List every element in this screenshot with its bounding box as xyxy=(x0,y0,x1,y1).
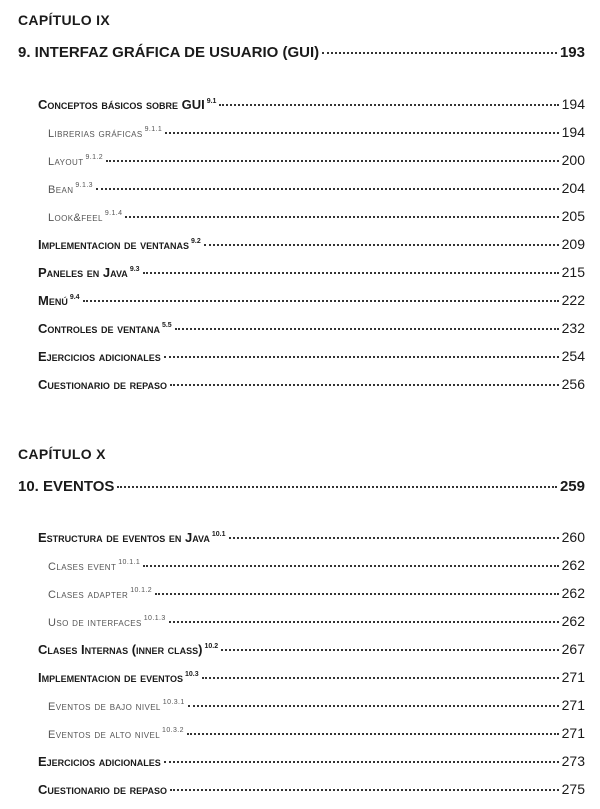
chapter-heading-row[interactable] xyxy=(18,44,585,61)
dot-leader xyxy=(219,104,558,106)
dot-leader xyxy=(322,52,557,54)
page-number: 209 xyxy=(561,236,585,252)
toc-entry-title: Conceptos básicos sobre GUI $^{9.1}$ xyxy=(38,97,217,112)
page-number: 260 xyxy=(561,529,585,545)
dot-leader xyxy=(204,244,559,246)
toc-entry[interactable] xyxy=(38,292,585,308)
page-number: 262 xyxy=(561,613,585,629)
dot-leader xyxy=(125,216,558,218)
dot-leader xyxy=(83,300,559,302)
toc-entry-title: Controles de ventana $^{5.5}$ xyxy=(38,321,172,336)
section-ref: 5.5 xyxy=(161,322,172,329)
page-number: 259 xyxy=(559,478,585,495)
toc-entry[interactable] xyxy=(38,669,585,685)
section-ref: 9.1.3 xyxy=(75,182,93,189)
chapter-label: CAPÍTULO X xyxy=(18,446,106,462)
section-ref: 10.3 xyxy=(185,671,199,678)
toc-entry-title: Ejercicios adicionales xyxy=(38,349,161,364)
page-number: 256 xyxy=(561,376,585,392)
page-number: 262 xyxy=(561,585,585,601)
toc-entry-title: Clases adapter $^{10.1.2}$ xyxy=(48,587,153,601)
chapter-heading-title: 9. INTERFAZ GRÁFICA DE USUARIO (GUI) xyxy=(18,44,320,61)
toc-entry[interactable] xyxy=(38,236,585,252)
section-ref: 9.1.1 xyxy=(144,126,163,133)
toc-entry[interactable] xyxy=(38,753,585,769)
toc-subentry[interactable] xyxy=(48,152,585,168)
section-ref: 10.2 xyxy=(204,643,219,650)
chapter-label: CAPÍTULO IX xyxy=(18,12,110,28)
toc-subentry[interactable] xyxy=(48,613,585,629)
toc-entry-title: Clases event $^{10.1.1}$ xyxy=(48,559,141,573)
toc-entry[interactable] xyxy=(38,529,585,545)
toc-entry[interactable] xyxy=(38,320,585,336)
toc-subentry[interactable] xyxy=(48,208,585,224)
toc-entry-title: Eventos de bajo nivel $^{10.3.1}$ xyxy=(48,699,185,713)
section-ref: 9.1 xyxy=(206,98,217,105)
dot-leader xyxy=(187,733,559,735)
section-ref: 10.3.1 xyxy=(162,699,185,706)
dot-leader xyxy=(155,593,559,595)
toc-entry[interactable] xyxy=(38,96,585,112)
chapter-heading-title: 10. EVENTOS xyxy=(18,478,115,495)
page-number: 275 xyxy=(561,781,585,797)
page-number: 205 xyxy=(561,208,585,224)
page-number: 200 xyxy=(561,152,585,168)
section-ref: 9.2 xyxy=(191,238,201,245)
section-ref: 9.1.4 xyxy=(104,210,123,217)
dot-leader xyxy=(170,789,559,791)
section-ref: 10.1.3 xyxy=(143,615,166,622)
toc-entry-title: Implementacion de eventos $^{10.3}$ xyxy=(38,670,199,685)
page-number: 204 xyxy=(561,180,585,196)
page-number: 267 xyxy=(561,641,585,657)
toc-subentry[interactable] xyxy=(48,725,585,741)
page-number: 194 xyxy=(561,124,585,140)
dot-leader xyxy=(165,132,558,134)
dot-leader xyxy=(164,761,559,763)
dot-leader xyxy=(164,356,559,358)
dot-leader xyxy=(106,160,559,162)
section-ref: 10.1.1 xyxy=(118,559,141,566)
dot-leader xyxy=(229,537,559,539)
toc-subentry[interactable] xyxy=(48,124,585,140)
toc-subentry[interactable] xyxy=(48,557,585,573)
section-ref: 9.3 xyxy=(129,266,140,273)
dot-leader xyxy=(96,188,559,190)
toc-entry-title: Menú $^{9.4}$ xyxy=(38,293,80,308)
toc-entry-title: Clases Internas (inner class) $^{10.2}$ xyxy=(38,642,219,657)
toc-entry-title: Uso de interfaces $^{10.1.3}$ xyxy=(48,615,166,629)
toc-entry-title: Ejercicios adicionales xyxy=(38,754,161,769)
page-number: 271 xyxy=(561,697,585,713)
toc-entry[interactable] xyxy=(38,781,585,797)
toc-entry-title: Look&feel $^{9.1.4}$ xyxy=(48,210,123,224)
toc-entry[interactable] xyxy=(38,264,585,280)
page-number: 273 xyxy=(561,753,585,769)
page-number: 194 xyxy=(561,96,585,112)
dot-leader xyxy=(117,486,557,488)
section-ref: 10.1.2 xyxy=(130,587,153,594)
toc-entry-title: Bean $^{9.1.3}$ xyxy=(48,182,93,196)
dot-leader xyxy=(188,705,559,707)
section-ref: 9.1.2 xyxy=(85,154,104,161)
toc-entry[interactable] xyxy=(38,348,585,364)
dot-leader xyxy=(202,677,559,679)
toc-subentry[interactable] xyxy=(48,697,585,713)
toc-entry-title: Cuestionario de repaso xyxy=(38,377,167,392)
page-number: 232 xyxy=(561,320,585,336)
chapter-heading-row[interactable] xyxy=(18,478,585,495)
dot-leader xyxy=(143,565,559,567)
page-number: 215 xyxy=(561,264,585,280)
page-number: 271 xyxy=(561,725,585,741)
section-ref: 9.4 xyxy=(69,294,80,301)
page-number: 262 xyxy=(561,557,585,573)
dot-leader xyxy=(175,328,559,330)
toc-subentry[interactable] xyxy=(48,180,585,196)
section-ref: 10.1 xyxy=(211,531,226,538)
toc-entry-title: Librerias gráficas $^{9.1.1}$ xyxy=(48,126,163,140)
dot-leader xyxy=(170,384,559,386)
toc-entry-title: Implementacion de ventanas $^{9.2}$ xyxy=(38,237,201,252)
page-number: 271 xyxy=(561,669,585,685)
dot-leader xyxy=(169,621,559,623)
toc-entry[interactable] xyxy=(38,376,585,392)
toc-entry-title: Estructura de eventos en Java $^{10.1}$ xyxy=(38,530,226,545)
dot-leader xyxy=(143,272,559,274)
section-ref: 10.3.2 xyxy=(162,727,184,734)
toc-entry-title: Eventos de alto nivel $^{10.3.2}$ xyxy=(48,727,184,741)
toc-subentry[interactable] xyxy=(48,585,585,601)
toc-entry-title: Layout $^{9.1.2}$ xyxy=(48,154,104,168)
page-number: 222 xyxy=(561,292,585,308)
toc-entry-title: Paneles en Java $^{9.3}$ xyxy=(38,265,140,280)
toc-entry-title: Cuestionario de repaso xyxy=(38,782,167,797)
page-number: 254 xyxy=(561,348,585,364)
toc-entry[interactable] xyxy=(38,641,585,657)
dot-leader xyxy=(221,649,559,651)
page-number: 193 xyxy=(559,44,585,61)
